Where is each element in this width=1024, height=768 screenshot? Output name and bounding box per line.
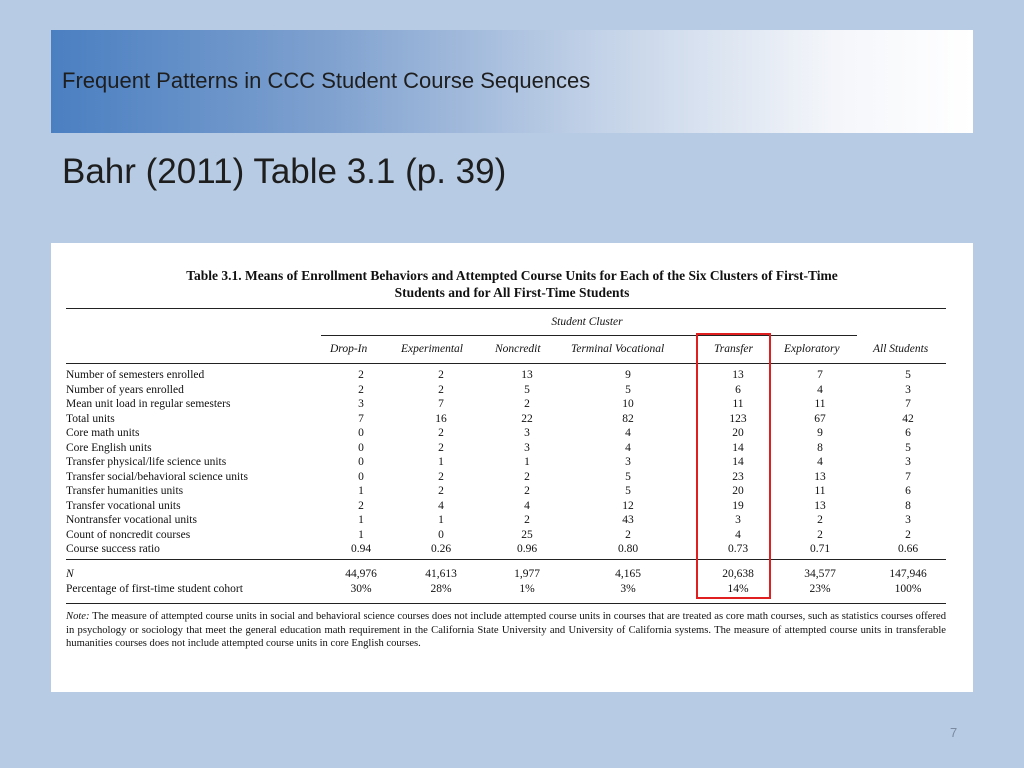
table-cell: 2 — [358, 369, 364, 381]
table-caption — [71, 267, 953, 301]
table-cell: 8 — [905, 499, 911, 512]
student-cluster-header: Student Cluster — [551, 316, 623, 328]
row-label: Total units — [66, 412, 115, 425]
transfer-column-highlight — [696, 333, 771, 599]
table-cell: 0 — [438, 528, 444, 541]
table-cell: 28% — [430, 583, 452, 595]
row-label: Transfer vocational units — [66, 499, 181, 512]
table-cell: 4 — [625, 441, 631, 454]
table-cell: 2 — [438, 369, 444, 381]
note-label: Note: — [66, 611, 90, 622]
table-cell: 2 — [625, 528, 631, 541]
table-cell: 20,638 — [722, 568, 754, 580]
table-cell: 4 — [817, 383, 823, 396]
row-label: Count of noncredit courses — [66, 528, 191, 541]
table-cell: 0.94 — [350, 543, 372, 555]
table-cell: 1% — [519, 583, 535, 595]
table-cell: 11 — [732, 398, 744, 410]
slide-subtitle: Bahr (2011) Table 3.1 (p. 39) — [62, 152, 507, 191]
table-cell: 3 — [524, 427, 530, 439]
row-label: Transfer social/behavioral science units — [66, 470, 248, 483]
table-cell: 0.80 — [617, 543, 639, 555]
table-cell: 3 — [358, 398, 364, 410]
table-note — [66, 610, 946, 651]
table-cell: 0 — [358, 470, 364, 483]
table-cell: 4 — [438, 499, 444, 512]
table-cell: 5 — [625, 383, 631, 396]
table-cell: 1 — [438, 514, 444, 526]
table-image-panel — [51, 243, 973, 692]
table-cell: 20 — [732, 485, 744, 497]
table-cell: 7 — [817, 369, 823, 381]
table-cell: 8 — [817, 441, 823, 454]
table-cell: 2 — [817, 514, 823, 526]
table-cell: 2 — [905, 528, 911, 541]
table-cell: 2 — [524, 514, 530, 526]
table-cell: 13 — [814, 470, 826, 483]
table-cell: 34,577 — [804, 568, 836, 580]
table-cell: 6 — [905, 485, 911, 497]
row-label: Number of years enrolled — [66, 383, 184, 396]
table-cell: 22 — [521, 412, 533, 425]
table-cell: 2 — [358, 499, 364, 512]
table-cell: 11 — [814, 485, 826, 497]
table-caption-line-1: Table 3.1. Means of Enrollment Behaviors and Attempted Course Units for Each of the Six Clusters of First-Time — [186, 268, 838, 283]
table-cell: 0 — [358, 441, 364, 454]
table-cell: 3 — [905, 383, 911, 396]
table-cell: 5 — [625, 485, 631, 497]
table-bottom-rule — [66, 603, 946, 604]
table-cell: 11 — [814, 398, 826, 410]
table-cell: 4 — [817, 456, 823, 468]
note-text: The measure of attempted course units in social and behavioral science courses does not include attempted course units in courses that are treated as core math courses, such as statistics courses offered in psychology or sociology that meet the general education math requirement in the California State University and University of California systems. The measure of attempted course units in transferable humanities courses does not include attempted course units in core English courses. — [66, 611, 946, 649]
table-cell: 13 — [521, 369, 533, 381]
table-cell: 3 — [735, 514, 741, 526]
table-cell: 0 — [358, 456, 364, 468]
row-label: Mean unit load in regular semesters — [66, 398, 231, 410]
table-cell: 6 — [735, 383, 741, 396]
table-cell: 44,976 — [345, 568, 377, 580]
table-cell: 9 — [817, 427, 823, 439]
table-cell: 14% — [727, 583, 749, 595]
column-header-exploratory: Exploratory — [784, 343, 840, 355]
table-cell: 0.26 — [430, 543, 452, 555]
table-cell: 3% — [620, 583, 636, 595]
table-cell: 30% — [350, 583, 372, 595]
table-cell: 5 — [905, 369, 911, 381]
table-cell: 3 — [905, 456, 911, 468]
row-label: Course success ratio — [66, 543, 160, 555]
table-cell: 1 — [358, 514, 364, 526]
table-cell: 2 — [524, 470, 530, 483]
table-cell: 2 — [438, 383, 444, 396]
table-cell: 2 — [524, 398, 530, 410]
row-label: Transfer physical/life science units — [66, 456, 227, 468]
page-number: 7 — [950, 725, 958, 740]
table-cell: 10 — [622, 398, 634, 410]
column-header-all-students: All Students — [873, 343, 929, 355]
column-header-terminal-vocational: Terminal Vocational — [571, 343, 665, 355]
table-cell: 4 — [524, 499, 530, 512]
table-cell: 0.71 — [809, 543, 831, 555]
table-cell: 25 — [521, 528, 533, 541]
table-cell: 2 — [524, 485, 530, 497]
row-label: Transfer humanities units — [66, 485, 184, 497]
table-cell: 13 — [814, 499, 826, 512]
table-cell: 1 — [358, 485, 364, 497]
table-cell: 7 — [358, 412, 364, 425]
row-label: N — [66, 568, 74, 580]
table-cell: 3 — [625, 456, 631, 468]
cluster-rule — [321, 335, 857, 336]
table-cell: 16 — [435, 412, 447, 425]
table-cell: 2 — [438, 485, 444, 497]
table-cell: 1 — [358, 528, 364, 541]
table-cell: 5 — [625, 470, 631, 483]
row-label: Core math units — [66, 427, 140, 439]
table-cell: 2 — [438, 427, 444, 439]
table-cell: 43 — [622, 514, 634, 526]
table-cell: 82 — [622, 412, 634, 425]
table-cell: 67 — [814, 412, 826, 425]
column-header-noncredit: Noncredit — [495, 343, 541, 355]
table-cell: 42 — [902, 412, 914, 425]
row-label: Core English units — [66, 441, 152, 454]
row-label: Nontransfer vocational units — [66, 514, 197, 526]
table-caption-line-2: Students and for All First-Time Students — [394, 285, 630, 300]
table-cell: 2 — [358, 383, 364, 396]
table-cell: 0.73 — [727, 543, 749, 555]
table-cell: 23 — [732, 470, 744, 483]
row-label: Number of semesters enrolled — [66, 369, 205, 381]
table-cell: 5 — [905, 441, 911, 454]
table-cell: 14 — [732, 456, 744, 468]
table-cell: 3 — [905, 514, 911, 526]
table-cell: 14 — [732, 441, 744, 454]
table-cell: 12 — [622, 499, 634, 512]
column-header-drop-in: Drop-In — [330, 343, 368, 355]
table-cell: 0.66 — [897, 543, 919, 555]
table-cell: 7 — [438, 398, 444, 410]
header-bottom-rule — [66, 363, 946, 364]
table-cell: 123 — [729, 412, 747, 425]
table-cell: 4 — [625, 427, 631, 439]
table-cell: 13 — [732, 369, 744, 381]
table-cell: 2 — [817, 528, 823, 541]
table-cell: 23% — [809, 583, 831, 595]
table-cell: 4 — [735, 528, 741, 541]
table-cell: 3 — [524, 441, 530, 454]
table-cell: 4,165 — [615, 568, 641, 580]
table-cell: 147,946 — [889, 568, 927, 580]
table-cell: 2 — [438, 441, 444, 454]
table-cell: 19 — [732, 499, 744, 512]
table-cell: 7 — [905, 470, 911, 483]
table-cell: 1 — [438, 456, 444, 468]
column-header-transfer: Transfer — [714, 343, 753, 355]
table-cell: 0 — [358, 427, 364, 439]
slide-title: Frequent Patterns in CCC Student Course Sequences — [62, 68, 591, 93]
table-cell: 1,977 — [514, 568, 540, 580]
table-cell: 100% — [894, 583, 922, 595]
table-cell: 2 — [438, 470, 444, 483]
table-top-rule — [66, 308, 946, 309]
table-cell: 20 — [732, 427, 744, 439]
table-cell: 1 — [524, 456, 530, 468]
table-cell: 6 — [905, 427, 911, 439]
table-cell: 0.96 — [516, 543, 538, 555]
table-cell: 7 — [905, 398, 911, 410]
table-cell: 9 — [625, 369, 631, 381]
summary-rule — [66, 559, 946, 560]
table-cell: 5 — [524, 383, 530, 396]
table-cell: 41,613 — [425, 568, 457, 580]
row-label: Percentage of first-time student cohort — [66, 583, 243, 595]
column-header-experimental: Experimental — [401, 343, 463, 355]
